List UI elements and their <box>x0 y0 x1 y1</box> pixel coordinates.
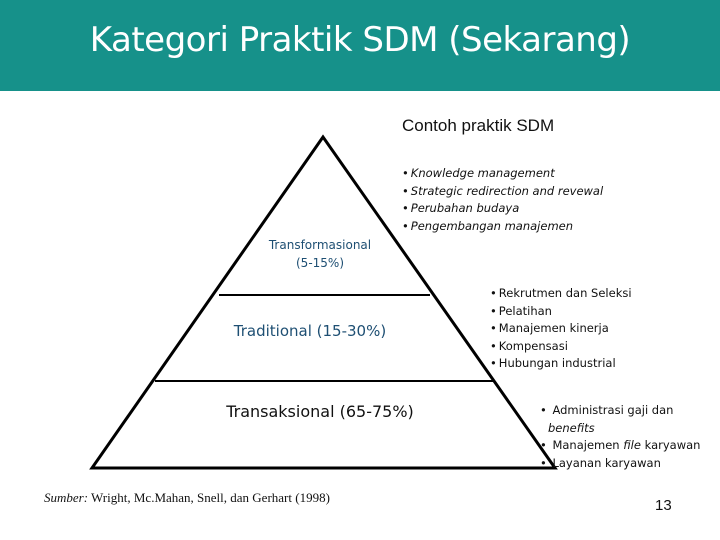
level-transactional: Transaksional (65-75%) <box>226 402 414 421</box>
page-number: 13 <box>655 497 672 514</box>
traditional-examples <box>490 285 632 373</box>
list-item: • Perubahan budaya <box>402 200 603 218</box>
list-item: • Pelatihan <box>490 303 632 321</box>
level-transformational-range: (5-15%) <box>296 256 344 270</box>
source-citation: Sumber: Wright, Mc.Mahan, Snell, dan Gerhart (1998) <box>44 490 330 505</box>
transactional-examples <box>540 402 720 472</box>
list-item: • Kompensasi <box>490 338 632 356</box>
list-item: • Rekrutmen dan Seleksi <box>490 285 632 303</box>
level-transformational <box>250 236 390 272</box>
list-item: • Manajemen kinerja <box>490 320 632 338</box>
transformational-examples <box>402 165 603 235</box>
level-transformational-name: Transformasional <box>268 238 372 252</box>
list-item: • Manajemen file karyawan <box>540 437 720 455</box>
list-item: • Strategic redirection and revewal <box>402 183 603 201</box>
examples-heading: Contoh praktik SDM <box>402 116 555 135</box>
list-item: • Layanan karyawan <box>540 455 720 473</box>
list-item: • Pengembangan manajemen <box>402 218 603 236</box>
level-traditional: Traditional (15-30%) <box>233 322 387 340</box>
list-item: • Knowledge management <box>402 165 603 183</box>
list-item: • Administrasi gaji dan benefits <box>540 402 720 437</box>
slide-title: Kategori Praktik SDM (Sekarang) <box>89 20 631 60</box>
list-item: • Hubungan industrial <box>490 355 632 373</box>
